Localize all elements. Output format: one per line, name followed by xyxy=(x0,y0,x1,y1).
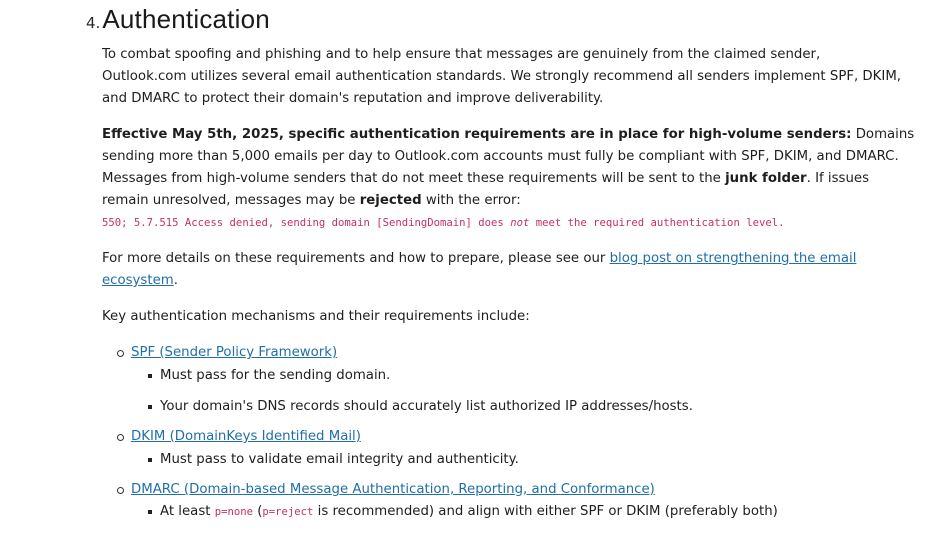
dmarc-requirement-1-end: is recommended) and align with either SPF or DKIM (preferably both) xyxy=(313,504,778,519)
circle-bullet-icon xyxy=(117,487,124,494)
effective-line-4-end: with the error: xyxy=(421,193,521,208)
dmarc-link[interactable]: DMARC (Domain-based Message Authentication, Reporting, and Conformance) xyxy=(131,482,655,497)
effective-line-1-rest: Domains xyxy=(851,127,915,142)
list-item-spf xyxy=(131,342,337,364)
spf-link[interactable]: SPF (Sender Policy Framework) xyxy=(131,345,338,360)
effective-line-3 xyxy=(102,168,902,190)
section-number: 4. xyxy=(86,14,101,32)
spf-requirement-2: Your domain's DNS records should accurately list authorized IP addresses/hosts. xyxy=(160,399,693,414)
mechanisms-intro: Key authentication mechanisms and their requirements include: xyxy=(102,309,530,324)
intro-line-3: and DMARC to protect their domain's reputation and improve deliverability. xyxy=(102,91,604,106)
dmarc-requirement-1-start: At least xyxy=(160,504,215,519)
blog-post-link-continued[interactable]: ecosystem xyxy=(102,273,174,288)
square-bullet-icon xyxy=(148,374,152,378)
list-item-dmarc-req-1 xyxy=(160,501,778,523)
square-bullet-icon xyxy=(148,458,152,462)
details-line-2 xyxy=(102,270,902,292)
circle-bullet-icon xyxy=(117,434,124,441)
details-paragraph xyxy=(102,248,902,292)
intro-line-2: Outlook.com utilizes several email authentication standards. We strongly recommend all senders implement SPF, DKIM, xyxy=(102,69,902,84)
list-item-dkim-req-1 xyxy=(160,449,519,471)
dmarc-requirement-1-mid: ( xyxy=(252,504,263,519)
list-item-dmarc xyxy=(131,479,655,501)
effective-line-2: sending more than 5,000 emails per day to Outlook.com accounts must fully be compliant with SPF, DKIM, and DMARC. xyxy=(102,149,899,164)
blog-post-link[interactable]: blog post on strengthening the email xyxy=(609,251,857,266)
list-item-dkim xyxy=(131,426,361,448)
p-none-code: p=none xyxy=(214,506,253,518)
intro-line-1: To combat spoofing and phishing and to help ensure that messages are genuinely from the claimed sender, xyxy=(102,47,821,62)
effective-line-3-end: . If issues xyxy=(806,171,869,186)
details-line-1-start: For more details on these requirements and how to prepare, please see our xyxy=(102,251,610,266)
error-code-emphasis: not xyxy=(510,217,530,229)
intro-paragraph xyxy=(102,44,902,110)
section-title: Authentication xyxy=(102,4,270,34)
effective-line-4-start: remain unresolved, messages may be xyxy=(102,193,360,208)
list-item-spf-req-1 xyxy=(160,365,390,387)
section-heading xyxy=(86,4,270,35)
details-line-2-end: . xyxy=(173,273,178,288)
spf-requirement-1: Must pass for the sending domain. xyxy=(160,368,391,383)
list-item-spf-req-2 xyxy=(160,396,693,418)
error-code-start: 550; 5.7.515 Access denied, sending domain [SendingDomain] does xyxy=(102,217,511,229)
square-bullet-icon xyxy=(148,510,152,514)
effective-line-3-start: Messages from high-volume senders that do not meet these requirements will be sent to the xyxy=(102,171,726,186)
effective-bold-lead: Effective May 5th, 2025, specific authentication requirements are in place for high-volume senders: xyxy=(102,127,852,142)
p-reject-code: p=reject xyxy=(262,506,314,518)
junk-folder-emphasis: junk folder xyxy=(725,171,807,186)
error-code-end: meet the required authentication level. xyxy=(529,217,785,229)
square-bullet-icon xyxy=(148,405,152,409)
dkim-link[interactable]: DKIM (DomainKeys Identified Mail) xyxy=(131,429,361,444)
dkim-requirement-1: Must pass to validate email integrity and authenticity. xyxy=(160,452,519,467)
details-line-1 xyxy=(102,248,902,270)
circle-bullet-icon xyxy=(117,350,124,357)
effective-paragraph xyxy=(102,124,915,234)
rejected-emphasis: rejected xyxy=(359,193,422,208)
effective-line-4 xyxy=(102,190,902,212)
effective-line-1 xyxy=(102,124,915,146)
error-code xyxy=(102,212,902,234)
